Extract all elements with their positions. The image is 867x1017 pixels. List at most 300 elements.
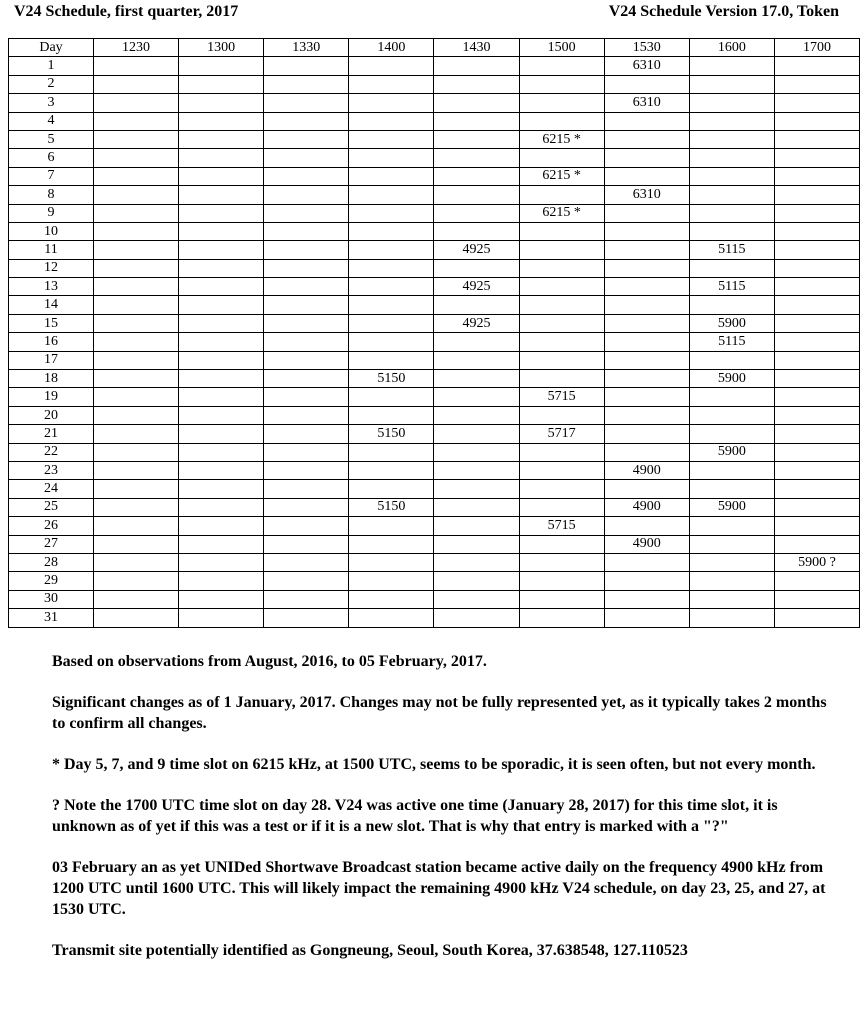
column-header-time: 1300: [179, 39, 264, 57]
frequency-cell: [94, 388, 179, 406]
frequency-cell: [689, 94, 774, 112]
frequency-cell: [264, 167, 349, 185]
frequency-cell: [774, 609, 859, 627]
frequency-cell: [774, 186, 859, 204]
frequency-cell: 4900: [604, 535, 689, 553]
day-cell: 24: [9, 480, 94, 498]
frequency-cell: [94, 498, 179, 516]
frequency-cell: [179, 480, 264, 498]
note-paragraph: Transmit site potentially identified as Gongneung, Seoul, South Korea, 37.638548, 127.110523: [52, 942, 688, 959]
frequency-cell: [264, 75, 349, 93]
frequency-cell: [604, 112, 689, 130]
frequency-cell: [604, 406, 689, 424]
frequency-cell: [94, 535, 179, 553]
frequency-cell: [264, 94, 349, 112]
frequency-cell: [434, 149, 519, 167]
table-row: [9, 498, 860, 516]
frequency-cell: [774, 480, 859, 498]
frequency-cell: [94, 517, 179, 535]
frequency-cell: [434, 425, 519, 443]
frequency-cell: 4925: [434, 314, 519, 332]
frequency-cell: [434, 75, 519, 93]
note-paragraph: ? Note the 1700 UTC time slot on day 28. V24 was active one time (January 28, 2017) for this time slot, it is unknown as of yet if this was a test or if it is a new slot. That is why that entry is marked with a "?": [52, 797, 778, 835]
frequency-cell: [434, 204, 519, 222]
frequency-cell: [264, 590, 349, 608]
day-cell: 1: [9, 57, 94, 75]
table-row: [9, 333, 860, 351]
table-row: [9, 572, 860, 590]
frequency-cell: [604, 75, 689, 93]
frequency-cell: [689, 204, 774, 222]
frequency-cell: [604, 333, 689, 351]
frequency-cell: [179, 130, 264, 148]
frequency-cell: [604, 517, 689, 535]
frequency-cell: [349, 572, 434, 590]
frequency-cell: [94, 572, 179, 590]
frequency-cell: [179, 370, 264, 388]
frequency-cell: [519, 498, 604, 516]
day-cell: 20: [9, 406, 94, 424]
day-cell: 15: [9, 314, 94, 332]
frequency-cell: [349, 278, 434, 296]
frequency-cell: [349, 388, 434, 406]
frequency-cell: [94, 130, 179, 148]
schedule-version: V24 Schedule Version 17.0, Token: [608, 3, 839, 20]
frequency-cell: 5717: [519, 425, 604, 443]
frequency-cell: [349, 535, 434, 553]
column-header-time: 1600: [689, 39, 774, 57]
frequency-cell: [94, 112, 179, 130]
frequency-cell: [179, 517, 264, 535]
frequency-cell: [434, 259, 519, 277]
frequency-cell: [349, 609, 434, 627]
frequency-cell: [604, 351, 689, 369]
table-row: [9, 167, 860, 185]
frequency-cell: [519, 57, 604, 75]
frequency-cell: [519, 222, 604, 240]
table-row: [9, 480, 860, 498]
frequency-cell: [94, 149, 179, 167]
frequency-cell: [349, 75, 434, 93]
day-cell: 8: [9, 186, 94, 204]
frequency-cell: [434, 609, 519, 627]
table-row: [9, 112, 860, 130]
frequency-cell: [689, 75, 774, 93]
frequency-cell: [774, 75, 859, 93]
frequency-cell: [94, 333, 179, 351]
frequency-cell: [689, 222, 774, 240]
frequency-cell: [434, 186, 519, 204]
frequency-cell: [94, 609, 179, 627]
notes-section: [52, 651, 842, 981]
frequency-cell: [689, 388, 774, 406]
frequency-cell: [94, 590, 179, 608]
frequency-cell: 6215 *: [519, 130, 604, 148]
table-row: [9, 130, 860, 148]
day-cell: 21: [9, 425, 94, 443]
frequency-cell: [689, 480, 774, 498]
frequency-cell: [519, 75, 604, 93]
frequency-cell: [264, 517, 349, 535]
frequency-cell: [689, 57, 774, 75]
frequency-cell: [434, 167, 519, 185]
frequency-cell: [94, 259, 179, 277]
frequency-cell: [264, 498, 349, 516]
table-row: [9, 443, 860, 461]
day-cell: 22: [9, 443, 94, 461]
table-row: [9, 149, 860, 167]
day-cell: 17: [9, 351, 94, 369]
frequency-cell: [519, 461, 604, 479]
frequency-cell: [179, 259, 264, 277]
frequency-cell: [774, 278, 859, 296]
column-header-time: 1230: [94, 39, 179, 57]
day-cell: 3: [9, 94, 94, 112]
frequency-cell: [434, 406, 519, 424]
frequency-cell: 5150: [349, 425, 434, 443]
frequency-cell: [264, 535, 349, 553]
frequency-cell: [94, 167, 179, 185]
frequency-cell: [349, 112, 434, 130]
frequency-cell: [604, 480, 689, 498]
frequency-cell: [179, 609, 264, 627]
frequency-cell: [774, 259, 859, 277]
frequency-cell: [604, 241, 689, 259]
frequency-cell: [519, 370, 604, 388]
frequency-cell: 5715: [519, 517, 604, 535]
frequency-cell: [349, 333, 434, 351]
table-row: [9, 278, 860, 296]
table-row: [9, 535, 860, 553]
frequency-cell: [689, 535, 774, 553]
frequency-cell: [264, 443, 349, 461]
frequency-cell: [94, 443, 179, 461]
frequency-cell: [689, 167, 774, 185]
table-row: [9, 259, 860, 277]
frequency-cell: [689, 351, 774, 369]
frequency-cell: [94, 406, 179, 424]
column-header-time: 1500: [519, 39, 604, 57]
frequency-cell: [519, 186, 604, 204]
frequency-cell: [519, 443, 604, 461]
day-cell: 14: [9, 296, 94, 314]
frequency-cell: [179, 57, 264, 75]
frequency-cell: [349, 130, 434, 148]
frequency-cell: [434, 480, 519, 498]
frequency-cell: [94, 425, 179, 443]
frequency-cell: 6310: [604, 94, 689, 112]
table-row: [9, 57, 860, 75]
frequency-cell: [179, 204, 264, 222]
frequency-cell: [349, 590, 434, 608]
frequency-cell: 5900 ?: [774, 553, 859, 571]
frequency-cell: [519, 609, 604, 627]
frequency-cell: [349, 480, 434, 498]
frequency-cell: 6310: [604, 57, 689, 75]
frequency-cell: [264, 351, 349, 369]
frequency-cell: [349, 553, 434, 571]
table-row: [9, 590, 860, 608]
frequency-cell: [519, 480, 604, 498]
day-cell: 12: [9, 259, 94, 277]
frequency-cell: [349, 149, 434, 167]
frequency-cell: 4900: [604, 461, 689, 479]
table-row: [9, 553, 860, 571]
frequency-cell: [264, 112, 349, 130]
frequency-cell: [179, 443, 264, 461]
frequency-cell: [604, 388, 689, 406]
frequency-cell: [264, 296, 349, 314]
frequency-cell: 5115: [689, 333, 774, 351]
frequency-cell: [349, 296, 434, 314]
frequency-cell: [689, 186, 774, 204]
frequency-cell: [604, 443, 689, 461]
frequency-cell: [264, 222, 349, 240]
frequency-cell: [179, 535, 264, 553]
table-row: [9, 75, 860, 93]
frequency-cell: [94, 370, 179, 388]
frequency-cell: [179, 590, 264, 608]
day-cell: 28: [9, 553, 94, 571]
frequency-cell: [264, 370, 349, 388]
frequency-cell: [434, 333, 519, 351]
frequency-cell: [434, 553, 519, 571]
column-header-time: 1330: [264, 39, 349, 57]
frequency-cell: [349, 222, 434, 240]
frequency-cell: [94, 553, 179, 571]
frequency-cell: [774, 112, 859, 130]
frequency-cell: [264, 186, 349, 204]
frequency-cell: 5150: [349, 498, 434, 516]
frequency-cell: [179, 406, 264, 424]
frequency-cell: [349, 57, 434, 75]
frequency-cell: [264, 149, 349, 167]
frequency-cell: [774, 498, 859, 516]
frequency-cell: [264, 278, 349, 296]
table-row: [9, 222, 860, 240]
table-row: [9, 314, 860, 332]
frequency-cell: [434, 590, 519, 608]
frequency-cell: [604, 553, 689, 571]
frequency-cell: [179, 296, 264, 314]
frequency-cell: [774, 406, 859, 424]
day-cell: 13: [9, 278, 94, 296]
frequency-cell: [604, 425, 689, 443]
frequency-cell: [434, 222, 519, 240]
frequency-cell: [434, 57, 519, 75]
frequency-cell: [689, 112, 774, 130]
schedule-table: [8, 38, 860, 628]
column-header-time: 1430: [434, 39, 519, 57]
frequency-cell: [604, 314, 689, 332]
frequency-cell: [604, 609, 689, 627]
frequency-cell: [434, 443, 519, 461]
day-cell: 4: [9, 112, 94, 130]
frequency-cell: [264, 406, 349, 424]
day-cell: 5: [9, 130, 94, 148]
table-row: [9, 370, 860, 388]
frequency-cell: [179, 112, 264, 130]
frequency-cell: [349, 94, 434, 112]
table-row: [9, 406, 860, 424]
table-row: [9, 241, 860, 259]
frequency-cell: [179, 149, 264, 167]
frequency-cell: [519, 259, 604, 277]
day-cell: 9: [9, 204, 94, 222]
day-cell: 23: [9, 461, 94, 479]
frequency-cell: [264, 461, 349, 479]
frequency-cell: [434, 130, 519, 148]
day-cell: 10: [9, 222, 94, 240]
frequency-cell: [519, 333, 604, 351]
frequency-cell: [774, 204, 859, 222]
frequency-cell: [519, 296, 604, 314]
frequency-cell: [519, 149, 604, 167]
frequency-cell: [774, 333, 859, 351]
table-header-row: [9, 39, 860, 57]
frequency-cell: [179, 425, 264, 443]
frequency-cell: [94, 75, 179, 93]
frequency-cell: [264, 241, 349, 259]
frequency-cell: [94, 186, 179, 204]
frequency-cell: [604, 572, 689, 590]
day-cell: 7: [9, 167, 94, 185]
frequency-cell: [774, 517, 859, 535]
frequency-cell: [689, 461, 774, 479]
frequency-cell: [774, 443, 859, 461]
table-row: [9, 186, 860, 204]
frequency-cell: [434, 498, 519, 516]
frequency-cell: [774, 296, 859, 314]
note-paragraph: Significant changes as of 1 January, 2017. Changes may not be fully represented yet, as it typically takes 2 months to confirm all changes.: [52, 694, 827, 732]
note-paragraph: * Day 5, 7, and 9 time slot on 6215 kHz, at 1500 UTC, seems to be sporadic, it is seen often, but not every month.: [52, 756, 816, 773]
frequency-cell: [179, 553, 264, 571]
frequency-cell: [349, 406, 434, 424]
frequency-cell: [519, 314, 604, 332]
frequency-cell: [689, 572, 774, 590]
frequency-cell: [604, 590, 689, 608]
frequency-cell: [774, 351, 859, 369]
day-cell: 27: [9, 535, 94, 553]
frequency-cell: [519, 572, 604, 590]
table-row: [9, 461, 860, 479]
frequency-cell: [774, 388, 859, 406]
frequency-cell: 6215 *: [519, 204, 604, 222]
frequency-cell: 4925: [434, 278, 519, 296]
frequency-cell: [179, 241, 264, 259]
frequency-cell: 5715: [519, 388, 604, 406]
frequency-cell: [349, 241, 434, 259]
frequency-cell: [689, 553, 774, 571]
day-cell: 16: [9, 333, 94, 351]
table-row: [9, 517, 860, 535]
frequency-cell: [179, 572, 264, 590]
frequency-cell: 6310: [604, 186, 689, 204]
frequency-cell: [604, 278, 689, 296]
frequency-cell: [349, 314, 434, 332]
frequency-cell: [519, 94, 604, 112]
frequency-cell: [689, 517, 774, 535]
frequency-cell: [264, 57, 349, 75]
frequency-cell: 4900: [604, 498, 689, 516]
frequency-cell: [774, 314, 859, 332]
frequency-cell: [94, 94, 179, 112]
frequency-cell: [264, 572, 349, 590]
frequency-cell: 5900: [689, 443, 774, 461]
frequency-cell: [519, 553, 604, 571]
frequency-cell: [179, 75, 264, 93]
frequency-cell: [264, 333, 349, 351]
frequency-cell: [519, 278, 604, 296]
frequency-cell: 6215 *: [519, 167, 604, 185]
frequency-cell: [264, 259, 349, 277]
frequency-cell: [604, 204, 689, 222]
frequency-cell: [94, 461, 179, 479]
day-cell: 2: [9, 75, 94, 93]
frequency-cell: [604, 149, 689, 167]
frequency-cell: [774, 167, 859, 185]
frequency-cell: [434, 112, 519, 130]
frequency-cell: [689, 130, 774, 148]
frequency-cell: [94, 241, 179, 259]
frequency-cell: [689, 425, 774, 443]
frequency-cell: [434, 351, 519, 369]
frequency-cell: 5115: [689, 241, 774, 259]
day-cell: 6: [9, 149, 94, 167]
frequency-cell: [774, 425, 859, 443]
frequency-cell: [434, 572, 519, 590]
frequency-cell: [94, 204, 179, 222]
frequency-cell: [264, 609, 349, 627]
frequency-cell: 5900: [689, 498, 774, 516]
frequency-cell: [264, 314, 349, 332]
frequency-cell: [434, 461, 519, 479]
day-cell: 30: [9, 590, 94, 608]
frequency-cell: [179, 94, 264, 112]
frequency-cell: [264, 388, 349, 406]
day-cell: 19: [9, 388, 94, 406]
frequency-cell: [349, 186, 434, 204]
frequency-cell: [349, 204, 434, 222]
day-cell: 11: [9, 241, 94, 259]
frequency-cell: [434, 535, 519, 553]
frequency-cell: [434, 370, 519, 388]
column-header-day: Day: [9, 39, 94, 57]
frequency-cell: 4925: [434, 241, 519, 259]
frequency-cell: [604, 296, 689, 314]
frequency-cell: [689, 609, 774, 627]
frequency-cell: [179, 186, 264, 204]
frequency-cell: [774, 130, 859, 148]
frequency-cell: [94, 296, 179, 314]
day-cell: 25: [9, 498, 94, 516]
frequency-cell: [179, 388, 264, 406]
frequency-cell: [519, 112, 604, 130]
frequency-cell: [774, 149, 859, 167]
frequency-cell: [774, 572, 859, 590]
column-header-time: 1700: [774, 39, 859, 57]
frequency-cell: 5900: [689, 314, 774, 332]
frequency-cell: [264, 204, 349, 222]
note-paragraph: 03 February an as yet UNIDed Shortwave Broadcast station became active daily on the frequency 4900 kHz from 1200 UTC until 1600 UTC. This will likely impact the remaining 4900 kHz V24 schedule, on day 23, 25, and 27, at 1530 UTC.: [52, 859, 826, 918]
frequency-cell: [519, 590, 604, 608]
frequency-cell: [94, 314, 179, 332]
frequency-cell: [179, 351, 264, 369]
frequency-cell: [94, 222, 179, 240]
frequency-cell: [264, 480, 349, 498]
table-row: [9, 351, 860, 369]
frequency-cell: [604, 130, 689, 148]
